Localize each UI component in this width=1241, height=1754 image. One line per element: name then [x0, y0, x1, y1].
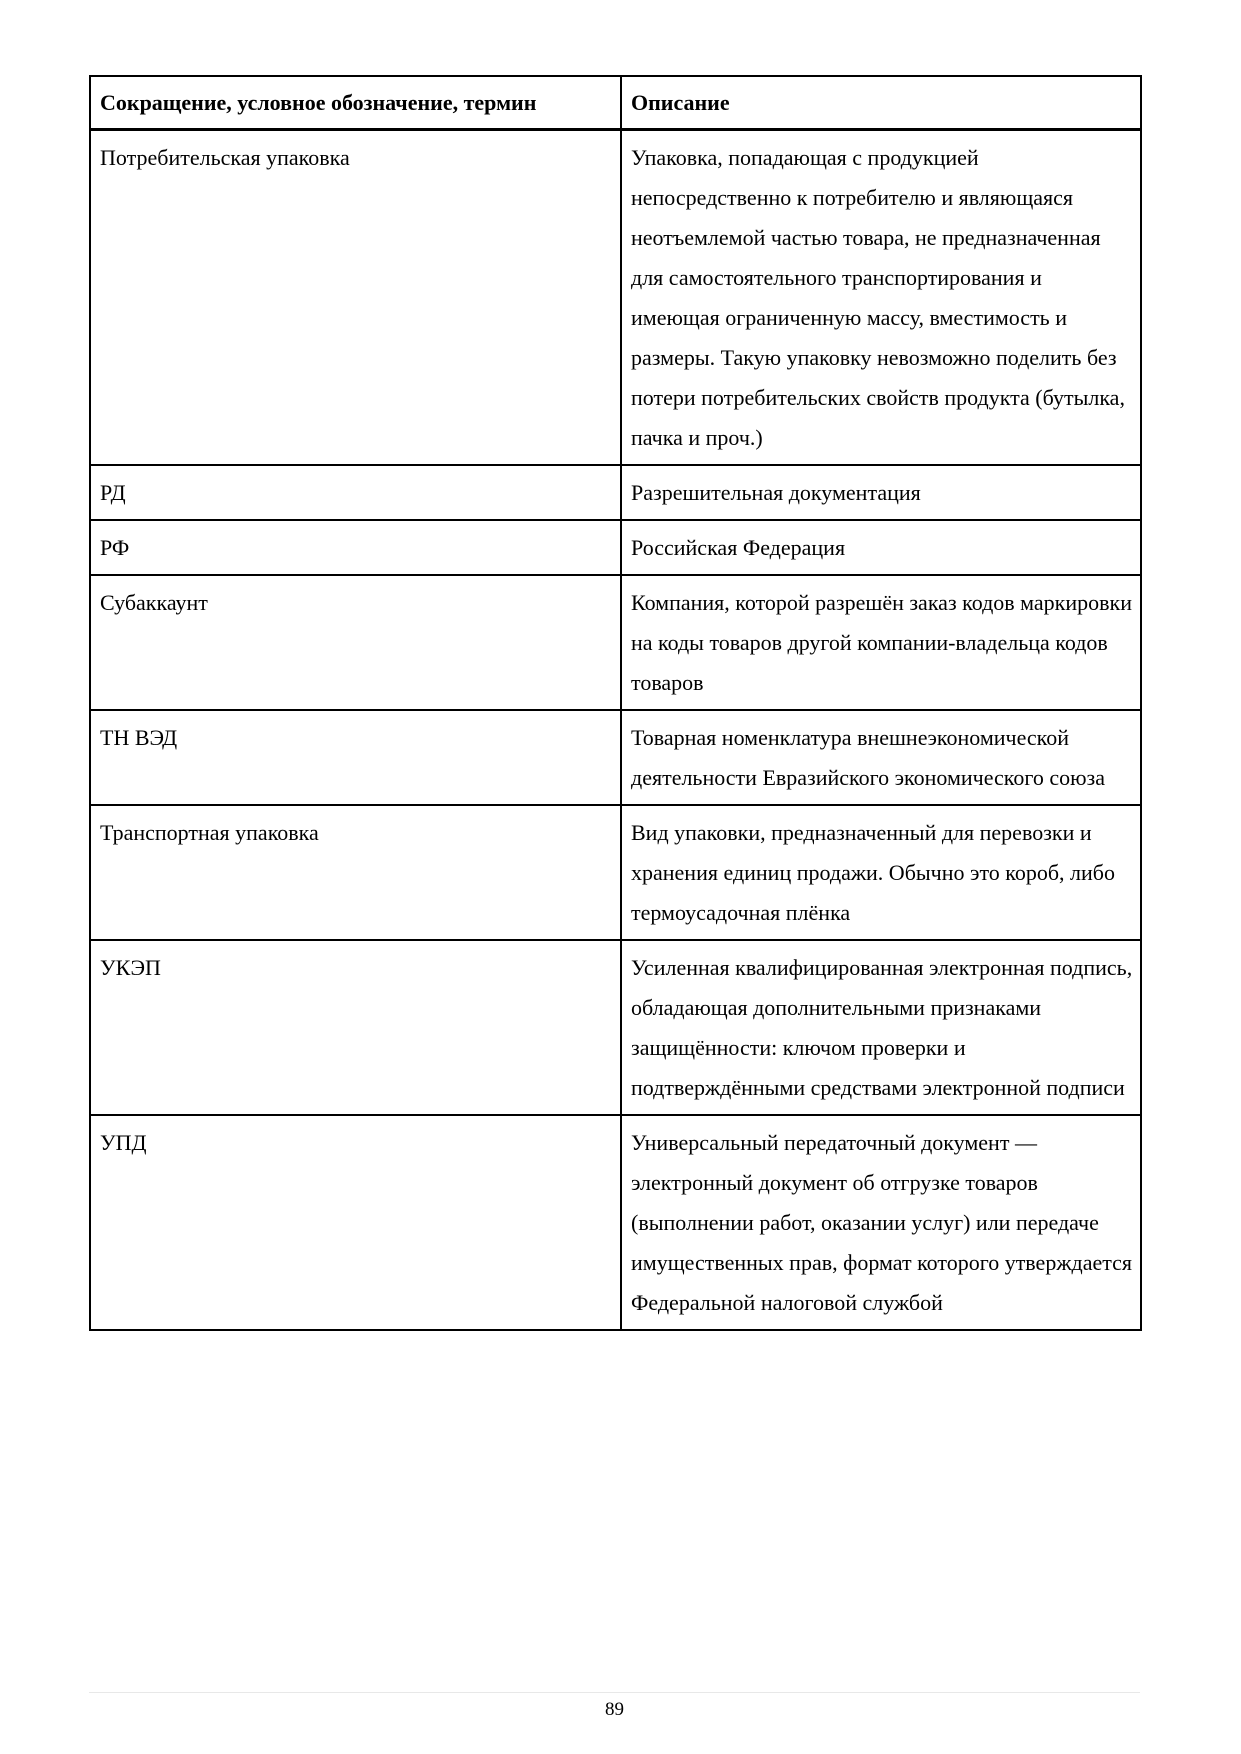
- term-cell: Потребительская упаковка: [90, 130, 621, 466]
- table-row: [90, 1115, 1141, 1330]
- page-number: 89: [605, 1699, 624, 1720]
- table-row: [90, 465, 1141, 520]
- description-cell: Разрешительная документация: [621, 465, 1141, 520]
- table-row: [90, 130, 1141, 466]
- column-header-term: Сокращение, условное обозначение, термин: [90, 76, 621, 130]
- description-cell: Товарная номенклатура внешнеэкономической деятельности Евразийского экономического союза: [621, 710, 1141, 805]
- description-cell: Российская Федерация: [621, 520, 1141, 575]
- description-cell: Усиленная квалифицированная электронная подпись, обладающая дополнительными признаками защищённости: ключом проверки и подтверждёнными средствами электронной подписи: [621, 940, 1141, 1115]
- glossary-table: [89, 75, 1142, 1331]
- term-cell: УКЭП: [90, 940, 621, 1115]
- term-cell: УПД: [90, 1115, 621, 1330]
- term-cell: Транспортная упаковка: [90, 805, 621, 940]
- table-body: [90, 130, 1141, 1331]
- description-cell: Компания, которой разрешён заказ кодов маркировки на коды товаров другой компании-владельца кодов товаров: [621, 575, 1141, 710]
- term-cell: ТН ВЭД: [90, 710, 621, 805]
- table-row: [90, 575, 1141, 710]
- footer-divider: [89, 1692, 1140, 1693]
- table-row: [90, 805, 1141, 940]
- term-cell: РД: [90, 465, 621, 520]
- table-row: [90, 940, 1141, 1115]
- description-cell: Вид упаковки, предназначенный для перевозки и хранения единиц продажи. Обычно это короб, либо термоусадочная плёнка: [621, 805, 1141, 940]
- description-cell: Универсальный передаточный документ — электронный документ об отгрузке товаров (выполнении работ, оказании услуг) или передаче имущественных прав, формат которого утверждается Федеральной налоговой службой: [621, 1115, 1141, 1330]
- description-cell: Упаковка, попадающая с продукцией непосредственно к потребителю и являющаяся неотъемлемой частью товара, не предназначенная для самостоятельного транспортирования и имеющая ограниченную массу, вместимость и размеры. Такую упаковку невозможно поделить без потери потребительских свойств продукта (бутылка, пачка и проч.): [621, 130, 1141, 466]
- table-row: [90, 520, 1141, 575]
- column-header-description: Описание: [621, 76, 1141, 130]
- table-row: [90, 710, 1141, 805]
- table-header-row: [90, 76, 1141, 130]
- term-cell: РФ: [90, 520, 621, 575]
- term-cell: Субаккаунт: [90, 575, 621, 710]
